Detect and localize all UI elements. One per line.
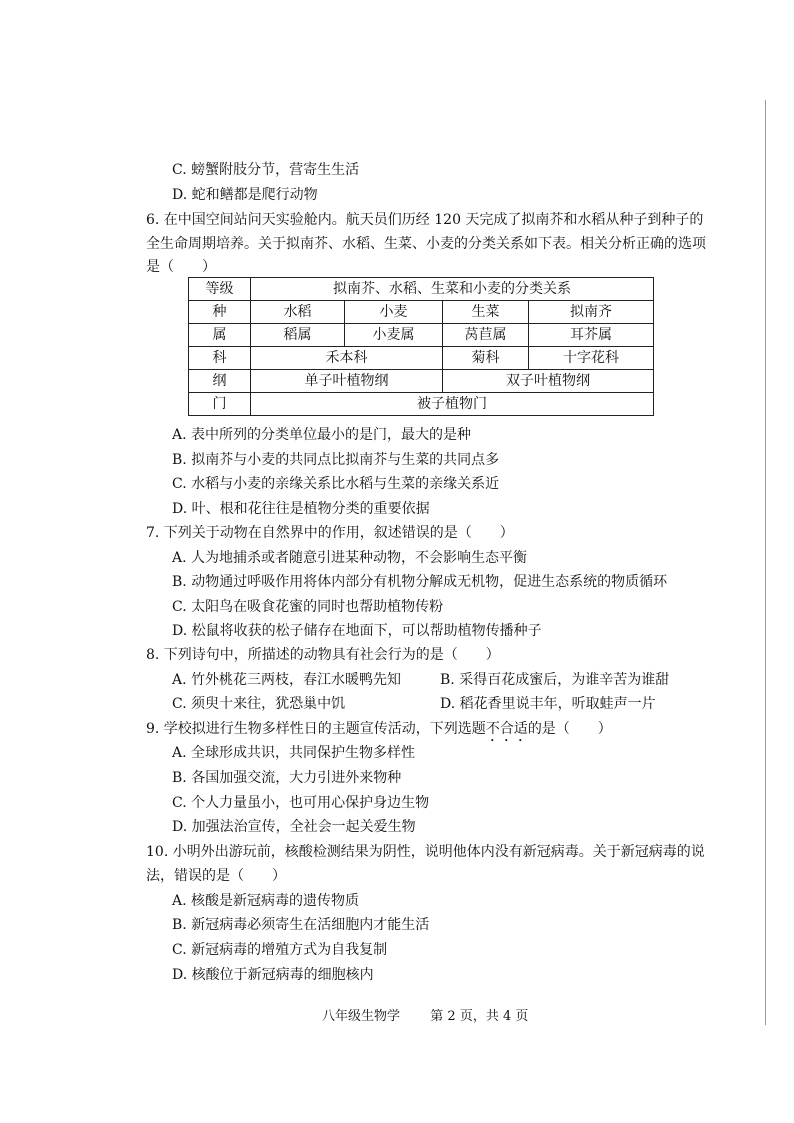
q10-option-b: B. 新冠病毒必须寄生在活细胞内才能生活 xyxy=(172,917,430,933)
table-cell: 耳芥属 xyxy=(529,324,654,347)
q7-stem: 7. 下列关于动物在自然界中的作用，叙述错误的是（ ） xyxy=(146,525,514,541)
q9-stem-post: 的是（ ） xyxy=(527,721,612,737)
rank-label: 种 xyxy=(189,301,251,324)
table-row xyxy=(189,347,654,370)
table-cell: 被子植物门 xyxy=(251,393,654,416)
table-cell: 十字花科 xyxy=(529,347,654,370)
classification-table xyxy=(188,277,654,416)
q5-option-d: D. 蛇和鳝都是爬行动物 xyxy=(172,187,318,203)
footer-page-number: 第 2 页，共 4 页 xyxy=(430,1009,529,1024)
q10-option-a: A. 核酸是新冠病毒的遗传物质 xyxy=(172,893,360,909)
q6-stem-line-2: 全生命周期培养。关于拟南芥、水稻、生菜、小麦的分类关系如下表。相关分析正确的选项 xyxy=(146,236,706,252)
q7-option-b: B. 动物通过呼吸作用将体内部分有机物分解成无机物，促进生态系统的物质循环 xyxy=(172,574,668,590)
table-row xyxy=(189,301,654,324)
q6-option-b: B. 拟南芥与小麦的共同点比拟南芥与生菜的共同点多 xyxy=(172,452,500,468)
q6-option-a: A. 表中所列的分类单位最小的是门，最大的是种 xyxy=(172,427,472,443)
table-cell: 水稻 xyxy=(251,301,345,324)
q8-option-a: A. 竹外桃花三两枝，春江水暖鸭先知 xyxy=(172,672,402,688)
table-cell: 稻属 xyxy=(251,324,345,347)
table-row xyxy=(189,370,654,393)
table-cell: 菊科 xyxy=(443,347,529,370)
table-cell: 单子叶植物纲 xyxy=(251,370,443,393)
q8-option-c: C. 须臾十来往，犹恐巢中饥 xyxy=(172,696,346,712)
table-row xyxy=(189,393,654,416)
rank-label: 纲 xyxy=(189,370,251,393)
q6-stem-line-3: 是（ ） xyxy=(146,259,216,275)
table-cell: 生菜 xyxy=(443,301,529,324)
q9-option-b: B. 各国加强交流，大力引进外来物种 xyxy=(172,770,402,786)
rank-label: 属 xyxy=(189,324,251,347)
q8-option-d: D. 稻花香里说丰年，听取蛙声一片 xyxy=(440,696,656,712)
page-edge-rule xyxy=(765,100,766,1025)
table-header-rank: 等级 xyxy=(189,278,251,301)
q10-stem-line-2: 法，错误的是（ ） xyxy=(146,868,286,884)
footer-subject: 八年级生物学 xyxy=(322,1009,401,1024)
q7-option-d: D. 松鼠将收获的松子储存在地面下，可以帮助植物传播种子 xyxy=(172,623,542,639)
q9-stem-pre: 9. 学校拟进行生物多样性日的主题宣传活动，下列选题 xyxy=(146,721,486,737)
q6-option-d: D. 叶、根和花往往是植物分类的重要依据 xyxy=(172,501,430,517)
page-footer xyxy=(322,1005,528,1024)
q5-option-c: C. 螃蟹附肢分节，营寄生生活 xyxy=(172,162,360,178)
table-cell: 小麦 xyxy=(345,301,443,324)
q6-stem-line-1: 6. 在中国空间站问天实验舱内。航天员们历经 120 天完成了拟南芥和水稻从种子到种子的 xyxy=(146,212,704,228)
table-cell: 禾本科 xyxy=(251,347,443,370)
q9-stem-emphasis: 不合适 xyxy=(485,721,528,737)
table-row xyxy=(189,278,654,301)
q8-option-b: B. 采得百花成蜜后，为谁辛苦为谁甜 xyxy=(440,672,670,688)
q10-option-c: C. 新冠病毒的增殖方式为自我复制 xyxy=(172,942,388,958)
q9-option-a: A. 全球形成共识，共同保护生物多样性 xyxy=(172,745,416,761)
q8-stem: 8. 下列诗句中，所描述的动物具有社会行为的是（ ） xyxy=(146,647,500,663)
table-cell: 拟南齐 xyxy=(529,301,654,324)
q7-option-c: C. 太阳鸟在吸食花蜜的同时也帮助植物传粉 xyxy=(172,599,444,615)
table-header-title: 拟南芥、水稻、生菜和小麦的分类关系 xyxy=(251,278,654,301)
q9-option-c: C. 个人力量虽小，也可用心保护身边生物 xyxy=(172,795,430,811)
q6-option-c: C. 水稻与小麦的亲缘关系比水稻与生菜的亲缘关系近 xyxy=(172,476,500,492)
q10-stem-line-1: 10. 小明外出游玩前，核酸检测结果为阴性，说明他体内没有新冠病毒。关于新冠病毒的说 xyxy=(146,844,705,860)
table-cell: 双子叶植物纲 xyxy=(443,370,654,393)
q10-option-d: D. 核酸位于新冠病毒的细胞核内 xyxy=(172,967,374,983)
rank-label: 门 xyxy=(189,393,251,416)
q9-option-d: D. 加强法治宣传，全社会一起关爱生物 xyxy=(172,819,416,835)
rank-label: 科 xyxy=(189,347,251,370)
table-cell: 莴苣属 xyxy=(443,324,529,347)
q7-option-a: A. 人为地捕杀或者随意引进某种动物，不会影响生态平衡 xyxy=(172,550,528,566)
table-row xyxy=(189,324,654,347)
q9-stem xyxy=(146,719,612,745)
table-cell: 小麦属 xyxy=(345,324,443,347)
